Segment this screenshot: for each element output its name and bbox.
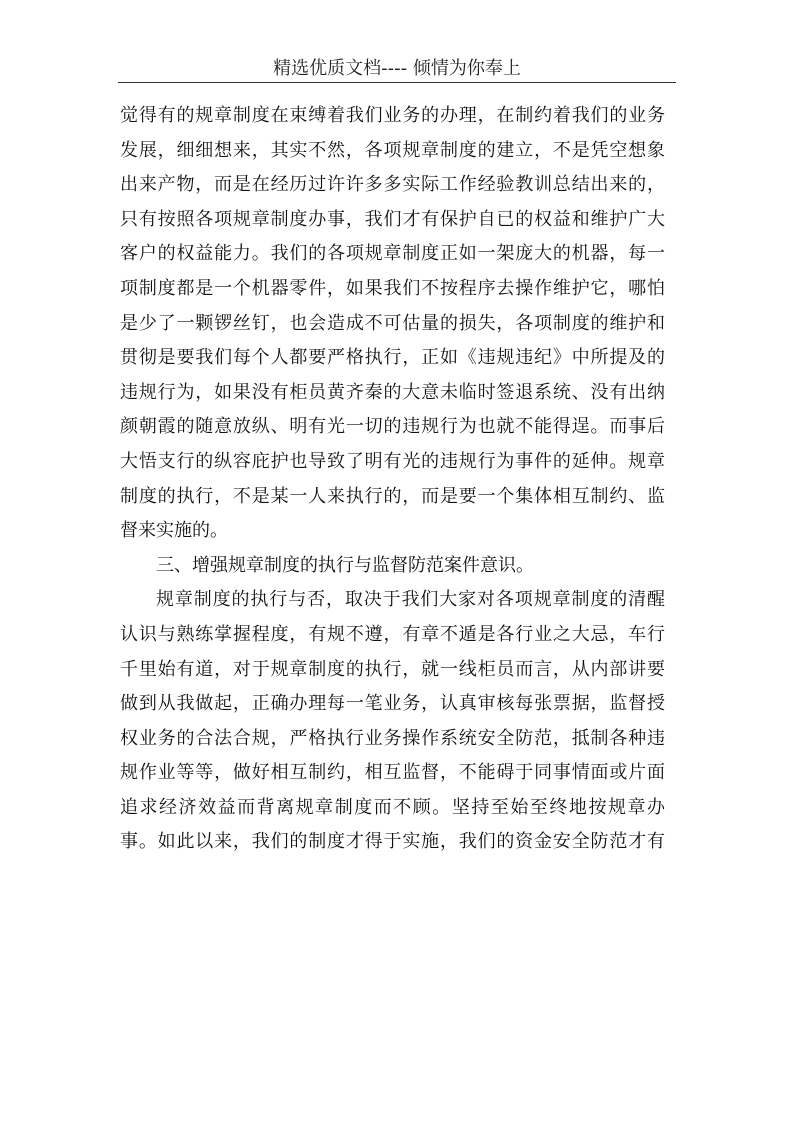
paragraph-first-line: 规章制度的执行与否，取决于我们大家对各项规章制度的清醒 [156,589,665,611]
body-line: 颜朝霞的随意放纵、明有光一切的违规行为也就不能得逞。而事后 [120,416,665,438]
body-line: 出来产物，而是在经历过许许多多实际工作经验教训总结出来的， [120,174,665,196]
body-line: 贯彻是要我们每个人都要严格执行，正如《违规违纪》中所提及的 [120,347,665,369]
body-line: 千里始有道，对于规章制度的执行，就一线柜员而言，从内部讲要 [120,658,665,680]
body-line: 制度的执行，不是某一人来执行的，而是要一个集体相互制约、监 [120,485,665,507]
document-body [120,99,665,860]
section-heading: 三、增强规章制度的执行与监督防范案件意识。 [156,554,534,576]
body-line: 督来实施的。 [120,520,228,542]
body-line: 做到从我做起，正确办理每一笔业务，认真审核每张票据，监督授 [120,693,665,715]
body-line: 事。如此以来，我们的制度才得于实施，我们的资金安全防范才有 [120,831,665,853]
body-line: 是少了一颗锣丝钉，也会造成不可估量的损失，各项制度的维护和 [120,312,665,334]
page-header: 精选优质文档---- 倾情为你奉上 [273,58,521,79]
body-line: 项制度都是一个机器零件，如果我们不按程序去操作维护它，哪怕 [120,277,665,299]
header-divider [118,82,676,83]
body-line: 违规行为，如果没有柜员黄齐秦的大意未临时签退系统、没有出纳 [120,381,665,403]
body-line: 觉得有的规章制度在束缚着我们业务的办理，在制约着我们的业务 [120,105,665,126]
body-line: 认识与熟练掌握程度，有规不遵，有章不遁是各行业之大忌，车行 [120,623,665,645]
body-line: 权业务的合法合规，严格执行业务操作系统安全防范，抵制各种违 [120,727,665,749]
body-line: 客户的权益能力。我们的各项规章制度正如一架庞大的机器，每一 [120,243,665,265]
body-line: 大悟支行的纵容庇护也导致了明有光的违规行为事件的延伸。规章 [120,450,665,472]
body-line: 发展，细细想来，其实不然，各项规章制度的建立，不是凭空想象 [120,139,665,161]
body-line: 只有按照各项规章制度办事，我们才有保护自已的权益和维护广大 [120,208,665,230]
body-line: 追求经济效益而背离规章制度而不顾。坚持至始至终地按规章办 [120,796,665,818]
body-line: 规作业等等，做好相互制约，相互监督，不能碍于同事情面或片面 [120,762,665,784]
